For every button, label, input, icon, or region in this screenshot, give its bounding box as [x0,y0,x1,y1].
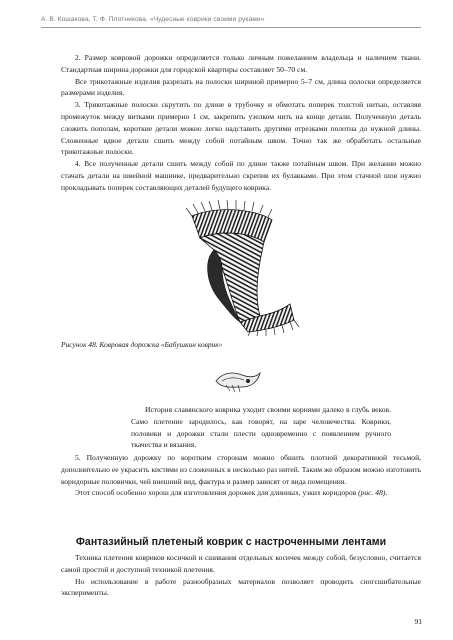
text-block-top [61,52,421,194]
paragraph [61,487,421,499]
paragraph: Все трикотажные изделия разрезать на полоски шириной примерно 5–7 см, длина полоски определяется размерами изделия. [61,76,421,98]
hand-ornament-icon [212,363,262,395]
paragraph: Техника плетения ковриков косичкой и сшивания отдельных косичек между собой, безусловно, считается самой простой и доступной техникой плетения. [61,553,421,574]
paragraph: 5. Полученную дорожку по коротким сторонам можно обшить плотной декоративной тесьмой, дополнительно ее украсить кистями из сложенных в несколько раз нитей. Таким же образом можно изготовить коридорные половички, чей внешний вид, фактура и размер зависят от вида помещения. [61,453,421,486]
text-block-bottom [61,552,421,599]
section-title: Фантазийный плетеный коврик с настроченными лентами [75,536,387,548]
text-block-middle [61,452,421,499]
header-rule [41,27,421,28]
running-head: А. В. Кошакова, Т. Ф. Плотникова. «Чудесные коврики своими руками» [41,16,265,23]
page-number: 91 [414,617,422,626]
paragraph: 3. Трикотажные полоски скрутить по длине в трубочку и обмотать поперек толстой нитью, оставляя промежуток между витками примерно 1 см, закрепить узелком нить на конце детали. Полученную деталь сложить пополам, короткие детали можно легко надставить другими отрезками полотна до нужной длины. Сложенные вдвое детали сшить между собой потайным швом. Точно так же обработать остальные трикотажные полоски. [61,100,421,157]
paragraph-text-end: . [385,488,388,498]
paragraph-text: Этот способ особенно хорош для изготовления дорожек для длинных, узких коридоров [75,488,359,498]
figure-caption: Рисунок 48. Ковровая дорожка «Бабушкин коврик» [61,340,223,349]
history-note [131,404,391,451]
paragraph: Но использование в работе разнообразных материалов позволяет проводить сногсшибательные эксперименты. [61,576,421,598]
figure-reference: (рис. 48) [358,488,386,498]
paragraph: 2. Размер ковровой дорожки определяется только личным пожеланием владельца и наличием ткани. Стандартная ширина дорожки для городской квартиры составляет 50–70 см. [61,53,421,74]
paragraph: 4. Все полученные детали сшить между собой по длине также потайным швом. При желании можно стачать детали на швейной машинке, предварительно скрепив их булавками. При этом стачной шов нужно прокладывать поперек составляющих деталей будущего коврика. [61,159,421,192]
note-text: История славянского коврика уходит своими корнями далеко в глубь веков. Само плетение зародилось, как говорят, на заре человечества. Коврики, половики и дорожки стали плести одновременно с появлением ручного ткачества и вязания. [131,405,391,450]
rug-runner-illustration [174,198,306,336]
